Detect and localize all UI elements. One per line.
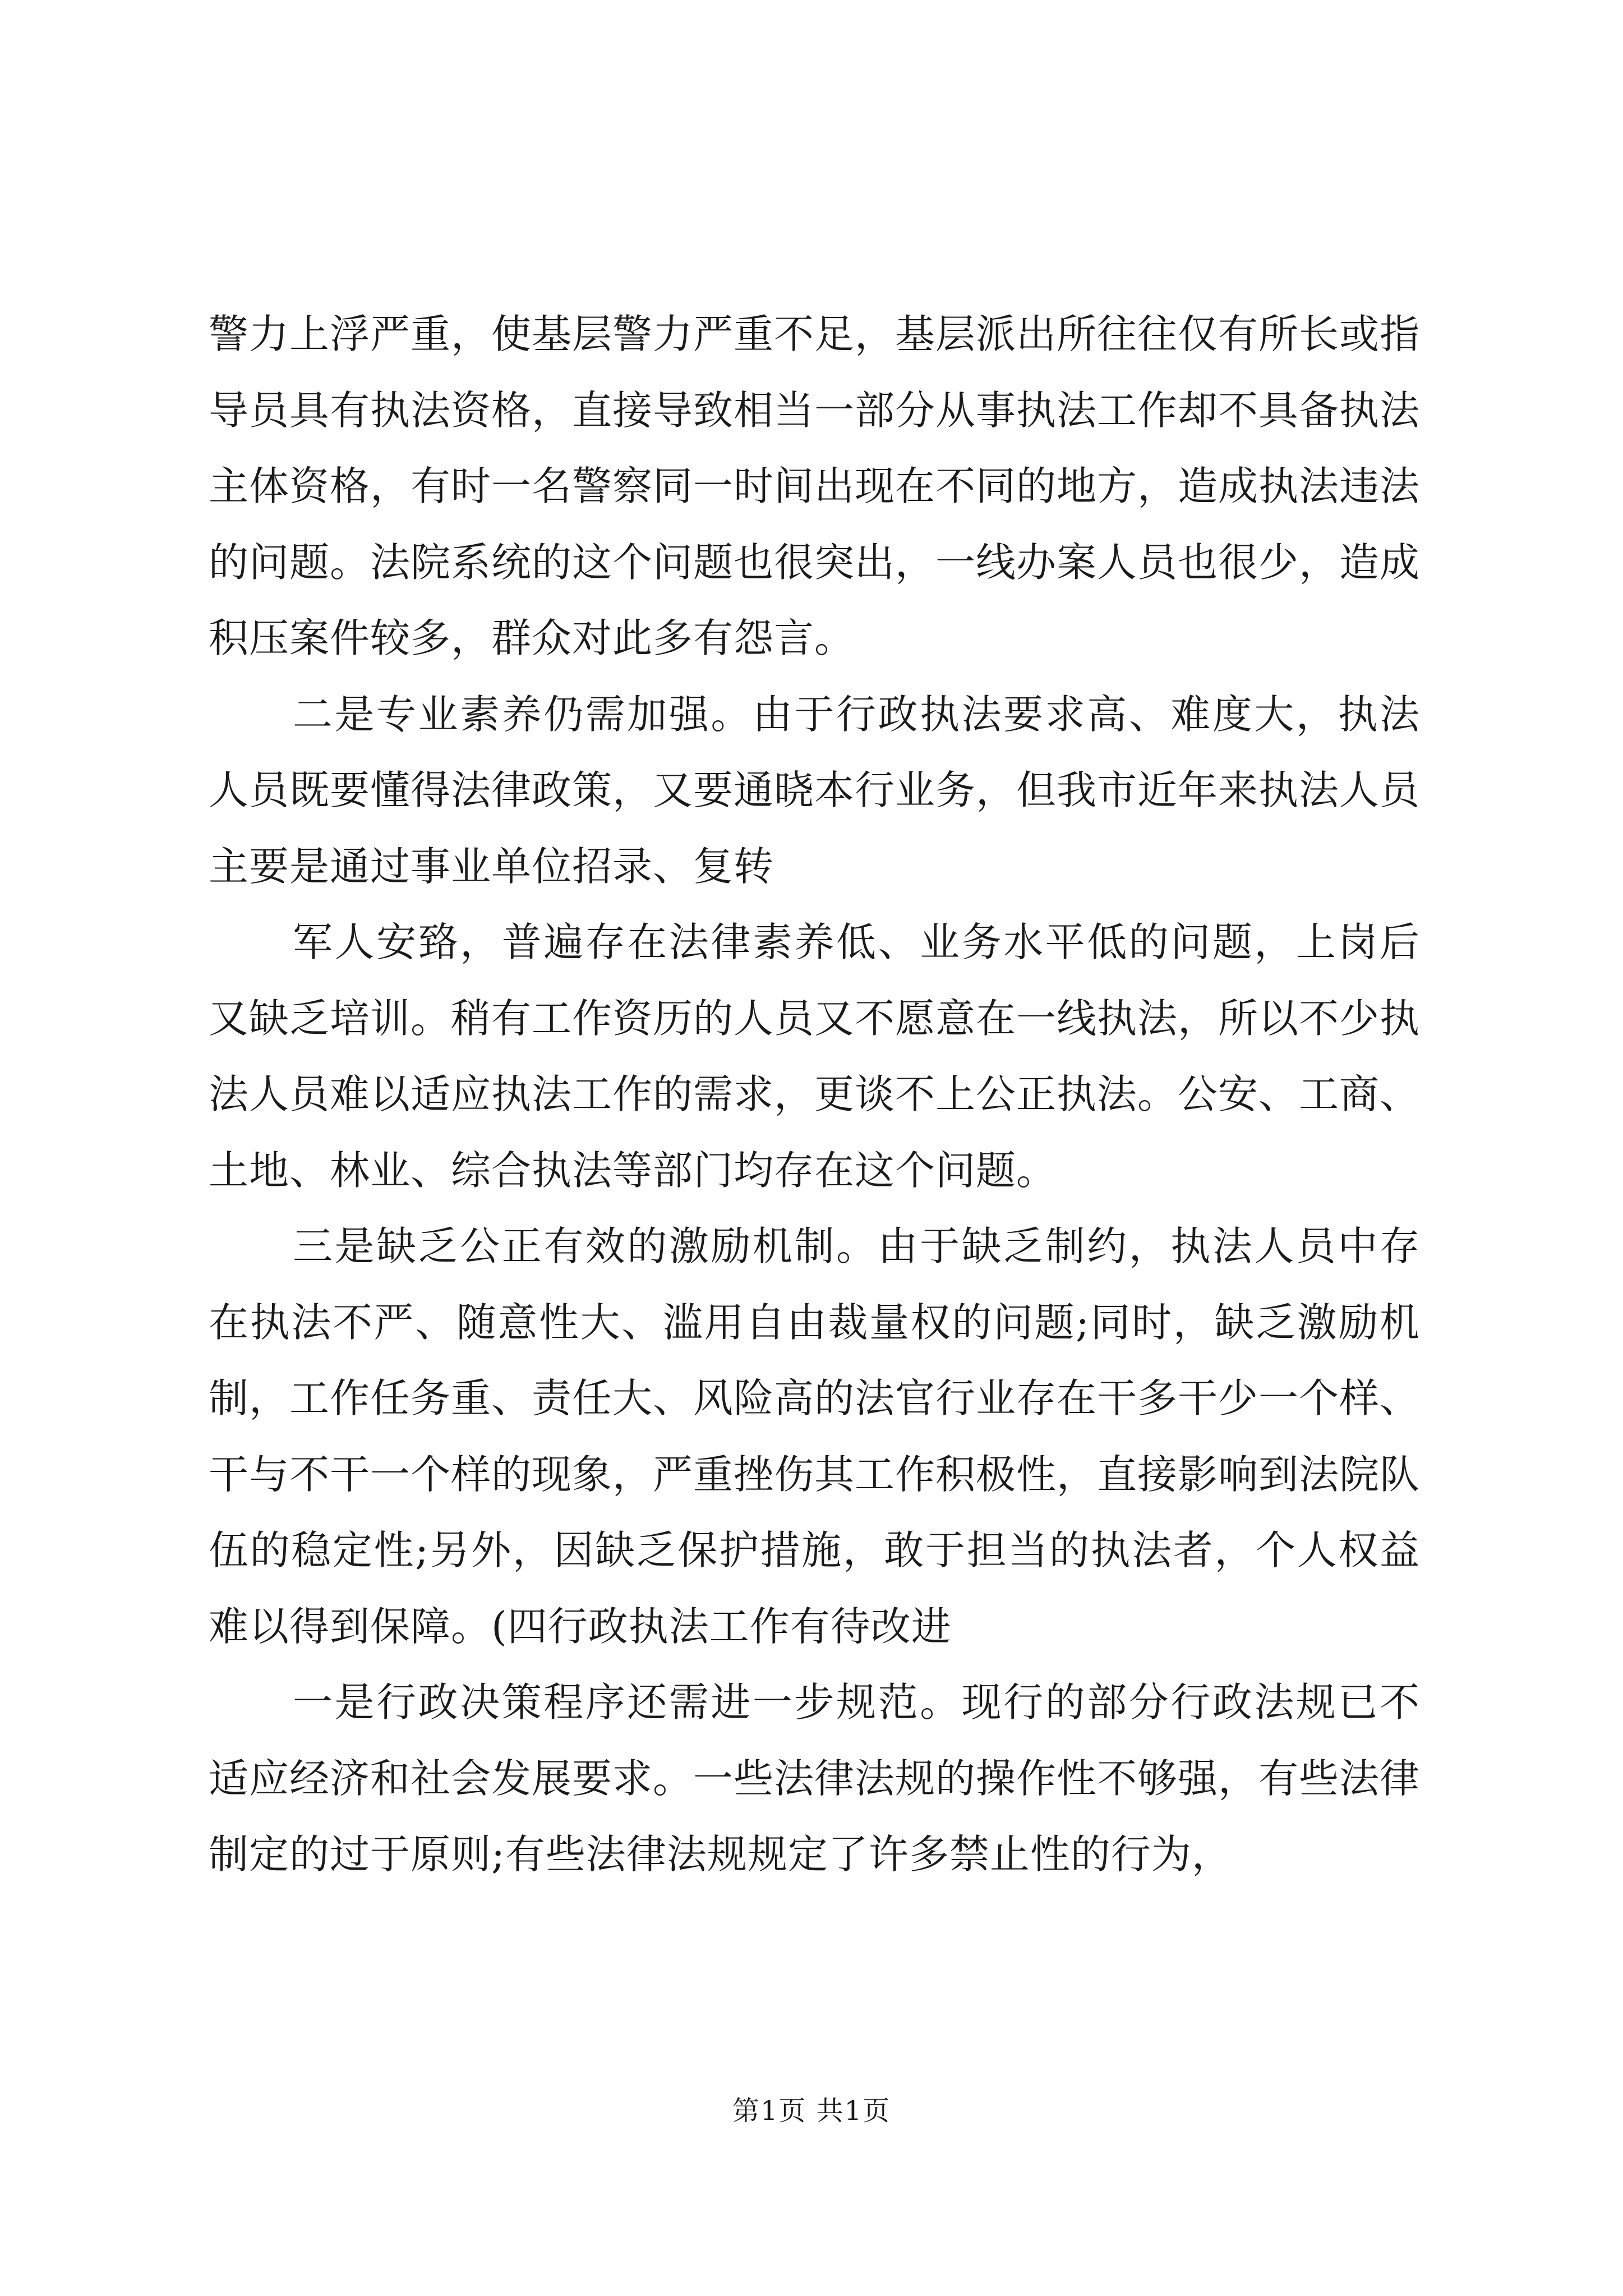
page-footer: 第1页 共1页 — [732, 2095, 891, 2127]
paragraph-4: 三是缺乏公正有效的激励机制。由于缺乏制约，执法人员中存在执法不严、随意性大、滥用自由裁量权的问题;同时，缺乏激励机制，工作任务重、责任大、风险高的法官行业存在干多干少一个样、干与不干一个样的现象，严重挫伤其工作积极性，直接影响到法院队伍的稳定性;另外，因缺乏保护措施，敢于担当的执法者，个人权益难以得到保障。(四行政执法工作有待改进 — [209, 1223, 1421, 1650]
paragraph-1: 警力上浮严重，使基层警力严重不足，基层派出所往往仅有所长或指导员具有执法资格，直接导致相当一部分从事执法工作却不具备执法主体资格，有时一名警察同一时间出现在不同的地方，造成执法违法的问题。法院系统的这个问题也很突出，一线办案人员也很少，造成积压案件较多，群众对此多有怨言。 — [209, 311, 1421, 661]
paragraph-5: 一是行政决策程序还需进一步规范。现行的部分行政法规已不适应经济和社会发展要求。一些法律法规的操作性不够强，有些法律制定的过于原则;有些法律法规规定了许多禁止性的行为， — [209, 1679, 1421, 1878]
paragraph-2: 二是专业素养仍需加强。由于行政执法要求高、难度大，执法人员既要懂得法律政策，又要通晓本行业务，但我市近年来执法人员主要是通过事业单位招录、复转 — [209, 691, 1421, 890]
paragraph-3: 军人安臵，普遍存在法律素养低、业务水平低的问题，上岗后又缺乏培训。稍有工作资历的人员又不愿意在一线执法，所以不少执法人员难以适应执法工作的需求，更谈不上公正执法。公安、工商、土地、林业、综合执法等部门均存在这个问题。 — [209, 919, 1421, 1194]
document-body — [209, 296, 1420, 1893]
